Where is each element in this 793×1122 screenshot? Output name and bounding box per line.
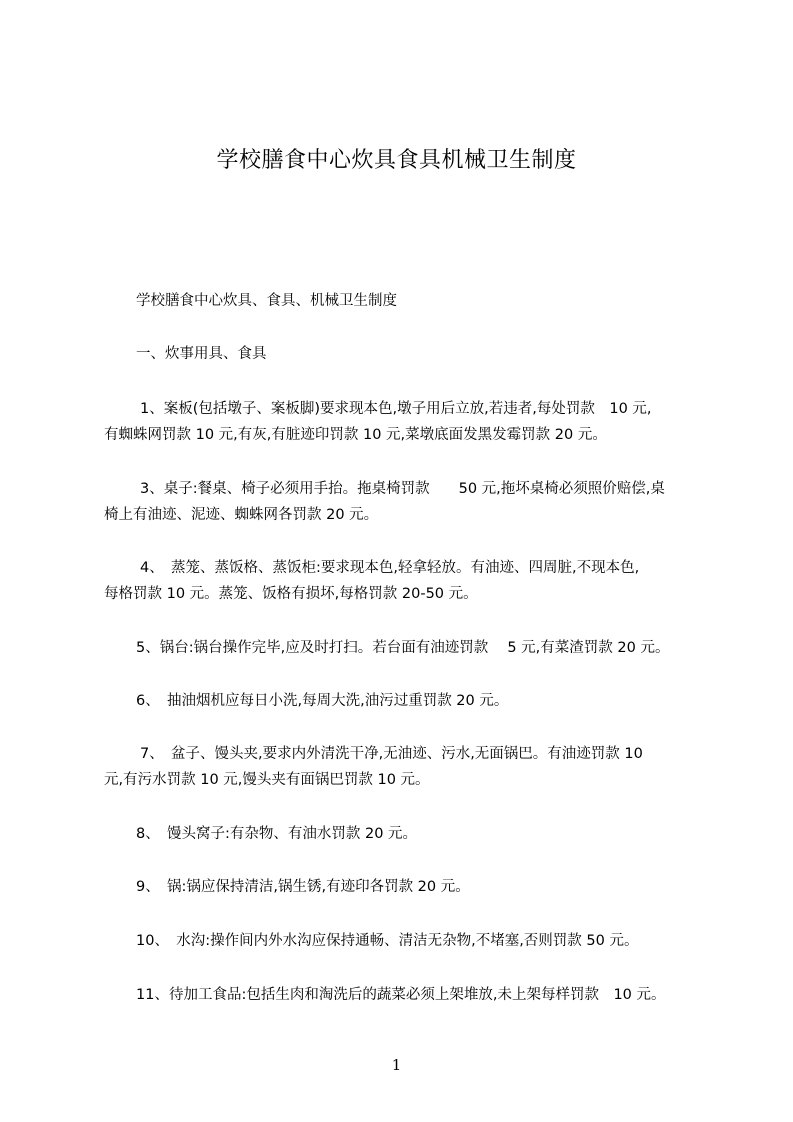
section-heading: 一、炊事用具、食具: [136, 346, 267, 362]
item-5: 5、锅台:锅台操作完毕,应及时打扫。若台面有油迹罚款 5 元,有菜渣罚款 20 元。: [136, 640, 670, 656]
item-1-line-2: 有蜘蛛网罚款 10 元,有灰,有脏迹印罚款 10 元,菜墩底面发黑发霉罚款 20 元。: [104, 427, 607, 443]
item-9: 9、 锅:锅应保持清洁,锅生锈,有迹印各罚款 20 元。: [136, 879, 470, 895]
subtitle: 学校膳食中心炊具、食具、机械卫生制度: [136, 293, 397, 309]
item-7-line-1: 7、 盆子、馒头夹,要求内外清洗干净,无油迹、污水,无面锅巴。有油迹罚款 10: [140, 746, 643, 762]
item-1-line-1: 1、案板(包括墩子、案板脚)要求现本色,墩子用后立放,若违者,每处罚款 10 元,: [140, 401, 652, 417]
item-7-line-2: 元,有污水罚款 10 元,馒头夹有面锅巴罚款 10 元。: [104, 772, 430, 788]
item-3-line-1: 3、桌子:餐桌、椅子必须用手抬。拖桌椅罚款 50 元,拖坏桌椅必须照价赔偿,桌: [140, 481, 665, 497]
page-number: 1: [391, 1056, 402, 1074]
item-4-line-1: 4、 蒸笼、蒸饭格、蒸饭柜:要求现本色,轻拿轻放。有油迹、四周脏,不现本色,: [140, 560, 640, 576]
document-title: 学校膳食中心炊具食具机械卫生制度: [216, 148, 577, 173]
item-4-line-2: 每格罚款 10 元。蒸笼、饭格有损坏,每格罚款 20-50 元。: [104, 586, 478, 602]
item-11: 11、待加工食品:包括生肉和淘洗后的蔬菜必须上架堆放,未上架每样罚款 10 元。: [136, 987, 666, 1003]
item-3-line-2: 椅上有油迹、泥迹、蜘蛛网各罚款 20 元。: [104, 507, 379, 523]
item-8: 8、 馒头窝子:有杂物、有油水罚款 20 元。: [136, 826, 418, 842]
item-10: 10、 水沟:操作间内外水沟应保持通畅、清洁无杂物,不堵塞,否则罚款 50 元。: [136, 933, 639, 949]
item-6: 6、 抽油烟机应每日小洗,每周大洗,油污过重罚款 20 元。: [136, 693, 509, 709]
